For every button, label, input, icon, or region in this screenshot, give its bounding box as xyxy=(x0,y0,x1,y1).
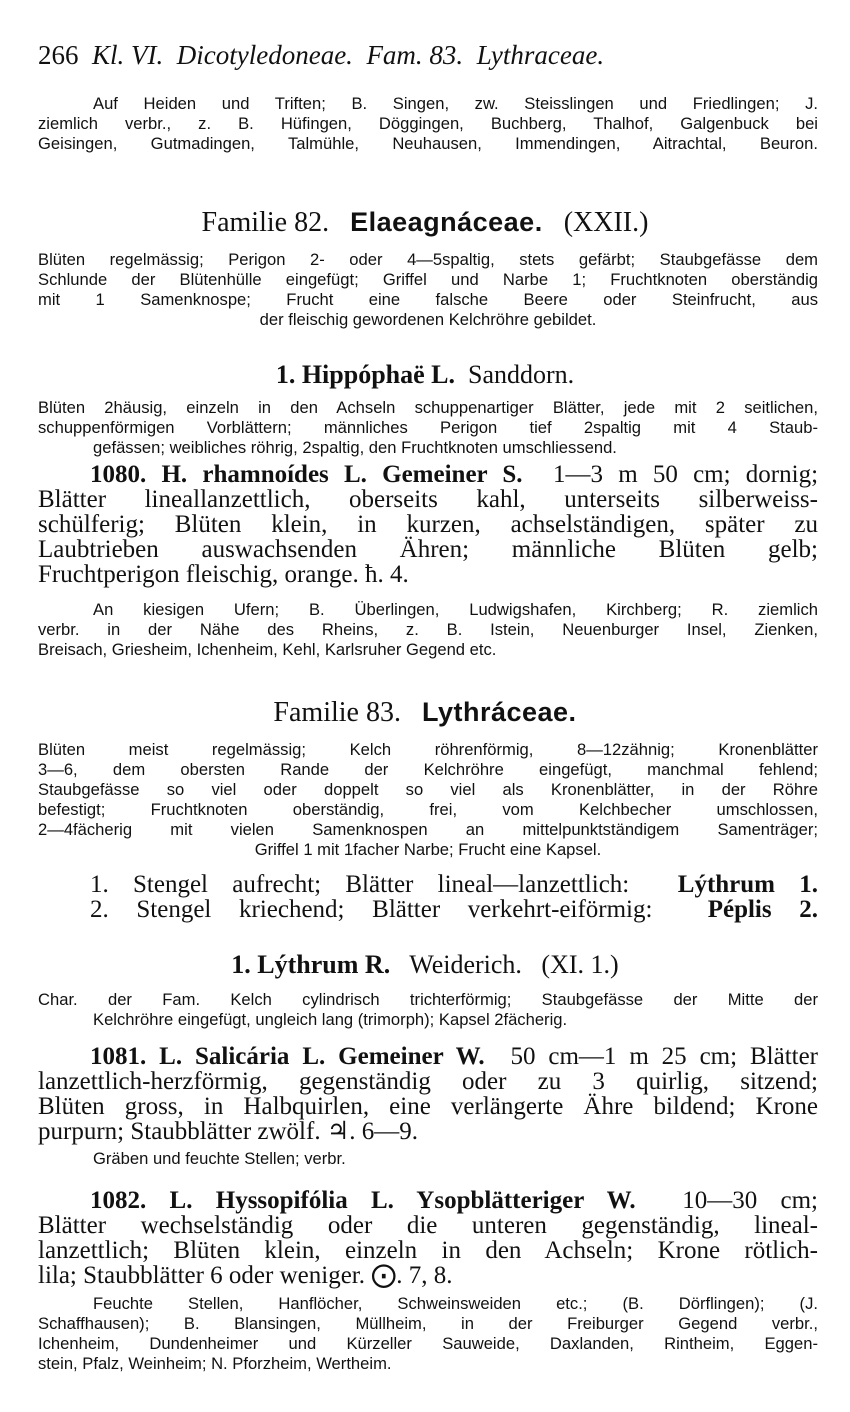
description-line: mit 1 Samenknospe; Frucht eine falsche Beere oder Steinfrucht, aus xyxy=(38,290,818,309)
header-class: Kl. VI. xyxy=(92,40,164,70)
genus-common-name: Weiderich. xyxy=(409,950,522,979)
header-family: Fam. 83. xyxy=(366,40,464,70)
family-82-description xyxy=(38,250,818,330)
habitat-line: verbr. in der Nähe des Rheins, z. B. Istein, Neuenburger Insel, Zienken, xyxy=(38,620,818,639)
description-line: schuppenförmigen Vorblättern; männliches Perigon tief 2spaltig mit 4 Staub- xyxy=(38,418,818,437)
family-83-description xyxy=(38,740,818,860)
habitat-line: Gräben und feuchte Stellen; verbr. xyxy=(93,1149,346,1168)
species-first-line xyxy=(38,1188,818,1213)
key-genus: Lýthrum 1. xyxy=(677,871,819,898)
intro-line: Auf Heiden und Triften; B. Singen, zw. Steisslingen und Friedlingen; J. xyxy=(93,94,818,113)
genus-key xyxy=(38,872,818,922)
species-line: Blätter lineallanzettlich, oberseits kahl, unterseits silberweiss- xyxy=(38,486,818,513)
description-line: Staubgefässe so viel oder doppelt so viel als Kronenblätter, in der Röhre xyxy=(38,780,818,799)
key-genus: Péplis 2. xyxy=(707,896,818,923)
family-82-name: Elaeagnáceae. xyxy=(350,207,543,237)
habitat-line: Breisach, Griesheim, Ichenheim, Kehl, Karlsruher Gegend etc. xyxy=(38,640,497,659)
family-83-heading xyxy=(0,697,850,729)
description-line: Blüten meist regelmässig; Kelch röhrenförmig, 8—12zähnig; Kronenblätter xyxy=(38,740,818,759)
species-line: lila; Staubblätter 6 oder weniger. ⨀. 7, 8. xyxy=(38,1262,453,1289)
description-line: Schlunde der Blütenhülle eingefügt; Griffel und Narbe 1; Fruchtknoten oberständig xyxy=(38,270,818,289)
key-text: 1. Stengel aufrecht; Blätter lineal—lanzettlich: xyxy=(90,871,630,898)
genus-roman: (XI. 1.) xyxy=(541,950,619,979)
family-82-label: Familie 82. xyxy=(201,207,330,238)
habitat-line: An kiesigen Ufern; B. Überlingen, Ludwigshafen, Kirchberg; R. ziemlich xyxy=(93,600,818,619)
species-line: Fruchtperigon fleischig, orange. ħ. 4. xyxy=(38,561,409,588)
species-1082-habitat xyxy=(38,1294,818,1374)
intro-line: Geisingen, Gutmadingen, Talmühle, Neuhausen, Immendingen, Aitrachtal, Beuron. xyxy=(38,134,818,153)
species-head: 1082. L. Hyssopifólia L. Ysopblätteriger W. xyxy=(90,1187,636,1214)
family-82-roman: (XXII.) xyxy=(563,207,649,238)
description-line: befestigt; Fruchtknoten oberständig, frei, vom Kelchbecher umschlossen, xyxy=(38,800,818,819)
species-line: Blätter wechselständig oder die unteren gegenständig, lineal- xyxy=(38,1212,818,1239)
species-line: 50 cm—1 m 25 cm; Blätter xyxy=(510,1043,819,1070)
header-family-name: Lythraceae. xyxy=(476,40,605,70)
species-head: 1081. L. Salicária L. Gemeiner W. xyxy=(90,1043,485,1070)
key-item xyxy=(38,872,818,897)
page-number: 266 xyxy=(38,40,79,70)
key-item xyxy=(38,897,818,922)
genus-number: 1. xyxy=(231,950,251,979)
habitat-line: Feuchte Stellen, Hanflöcher, Schweinsweiden etc.; (B. Dörflingen); (J. xyxy=(93,1294,818,1313)
species-line: purpurn; Staubblätter zwölf. ♃. 6—9. xyxy=(38,1118,418,1145)
description-line: 2—4fächerig mit vielen Samenknospen an mittelpunktständigem Samenträger; xyxy=(38,820,818,839)
species-line: Blüten gross, in Halbquirlen, eine verlängerte Ähre bildend; Krone xyxy=(38,1093,818,1120)
description-line: Kelchröhre eingefügt, ungleich lang (trimorph); Kapsel 2fächerig. xyxy=(93,1010,568,1029)
header-subclass: Dicotyledoneae. xyxy=(176,40,353,70)
habitat-line: Schaffhausen); B. Blansingen, Müllheim, in der Freiburger Gegend verbr., xyxy=(38,1314,818,1333)
species-1082 xyxy=(38,1188,818,1288)
genus-name: Lýthrum R. xyxy=(257,950,391,979)
description-line: der fleischig gewordenen Kelchröhre gebildet. xyxy=(259,310,597,329)
species-1080-habitat xyxy=(38,600,818,660)
key-text: 2. Stengel kriechend; Blätter verkehrt-eiförmig: xyxy=(90,896,653,923)
species-1081 xyxy=(38,1044,818,1144)
species-line: schülferig; Blüten klein, in kurzen, achselständigen, später zu xyxy=(38,511,818,538)
species-line: lanzettlich; Blüten klein, einzeln in den Achseln; Krone rötlich- xyxy=(38,1237,818,1264)
description-line: Char. der Fam. Kelch cylindrisch trichterförmig; Staubgefässe der Mitte der xyxy=(38,990,818,1009)
species-line: Laubtrieben auswachsenden Ähren; männliche Blüten gelb; xyxy=(38,536,818,563)
genus-lythrum-heading xyxy=(0,950,850,980)
habitat-line: Ichenheim, Dundenheimer und Kürzeller Sauweide, Daxlanden, Rintheim, Eggen- xyxy=(38,1334,818,1353)
description-line: 3—6, dem obersten Rande der Kelchröhre eingefügt, manchmal fehlend; xyxy=(38,760,818,779)
family-83-label: Familie 83. xyxy=(273,697,401,728)
description-line: Griffel 1 mit 1facher Narbe; Frucht eine Kapsel. xyxy=(254,840,602,859)
description-line: Blüten 2häusig, einzeln in den Achseln schuppenartiger Blätter, jede mit 2 seitlichen, xyxy=(38,398,818,417)
habitat-line: stein, Pfalz, Weinheim; N. Pforzheim, Wertheim. xyxy=(38,1354,392,1373)
intro-line: ziemlich verbr., z. B. Hüfingen, Döggingen, Buchberg, Thalhof, Galgenbuck bei xyxy=(38,114,818,133)
species-first-line xyxy=(38,1044,818,1069)
genus-name: Hippóphaë L. xyxy=(301,360,455,389)
genus-common-name: Sanddorn. xyxy=(468,360,575,389)
family-83-name: Lythráceae. xyxy=(421,697,577,727)
running-header xyxy=(38,40,818,71)
genus-hippophae-heading xyxy=(0,360,850,390)
description-line: Blüten regelmässig; Perigon 2- oder 4—5spaltig, stets gefärbt; Staubgefässe dem xyxy=(38,250,818,269)
species-first-line xyxy=(38,462,818,487)
species-head: 1080. H. rhamnoídes L. Gemeiner S. xyxy=(90,461,523,488)
family-82-heading xyxy=(0,207,850,239)
genus-number: 1. xyxy=(275,360,296,389)
genus-hippophae-description xyxy=(38,398,818,458)
description-line: gefässen; weibliches röhrig, 2spaltig, den Fruchtknoten umschliessend. xyxy=(93,438,617,457)
species-line: 1—3 m 50 cm; dornig; xyxy=(553,461,819,488)
species-1081-habitat xyxy=(38,1149,818,1169)
genus-lythrum-description xyxy=(38,990,818,1030)
species-line: lanzettlich-herzförmig, gegenständig oder zu 3 quirlig, sitzend; xyxy=(38,1068,818,1095)
species-1080 xyxy=(38,462,818,587)
species-line: 10—30 cm; xyxy=(682,1187,818,1214)
intro-paragraph xyxy=(38,94,818,154)
